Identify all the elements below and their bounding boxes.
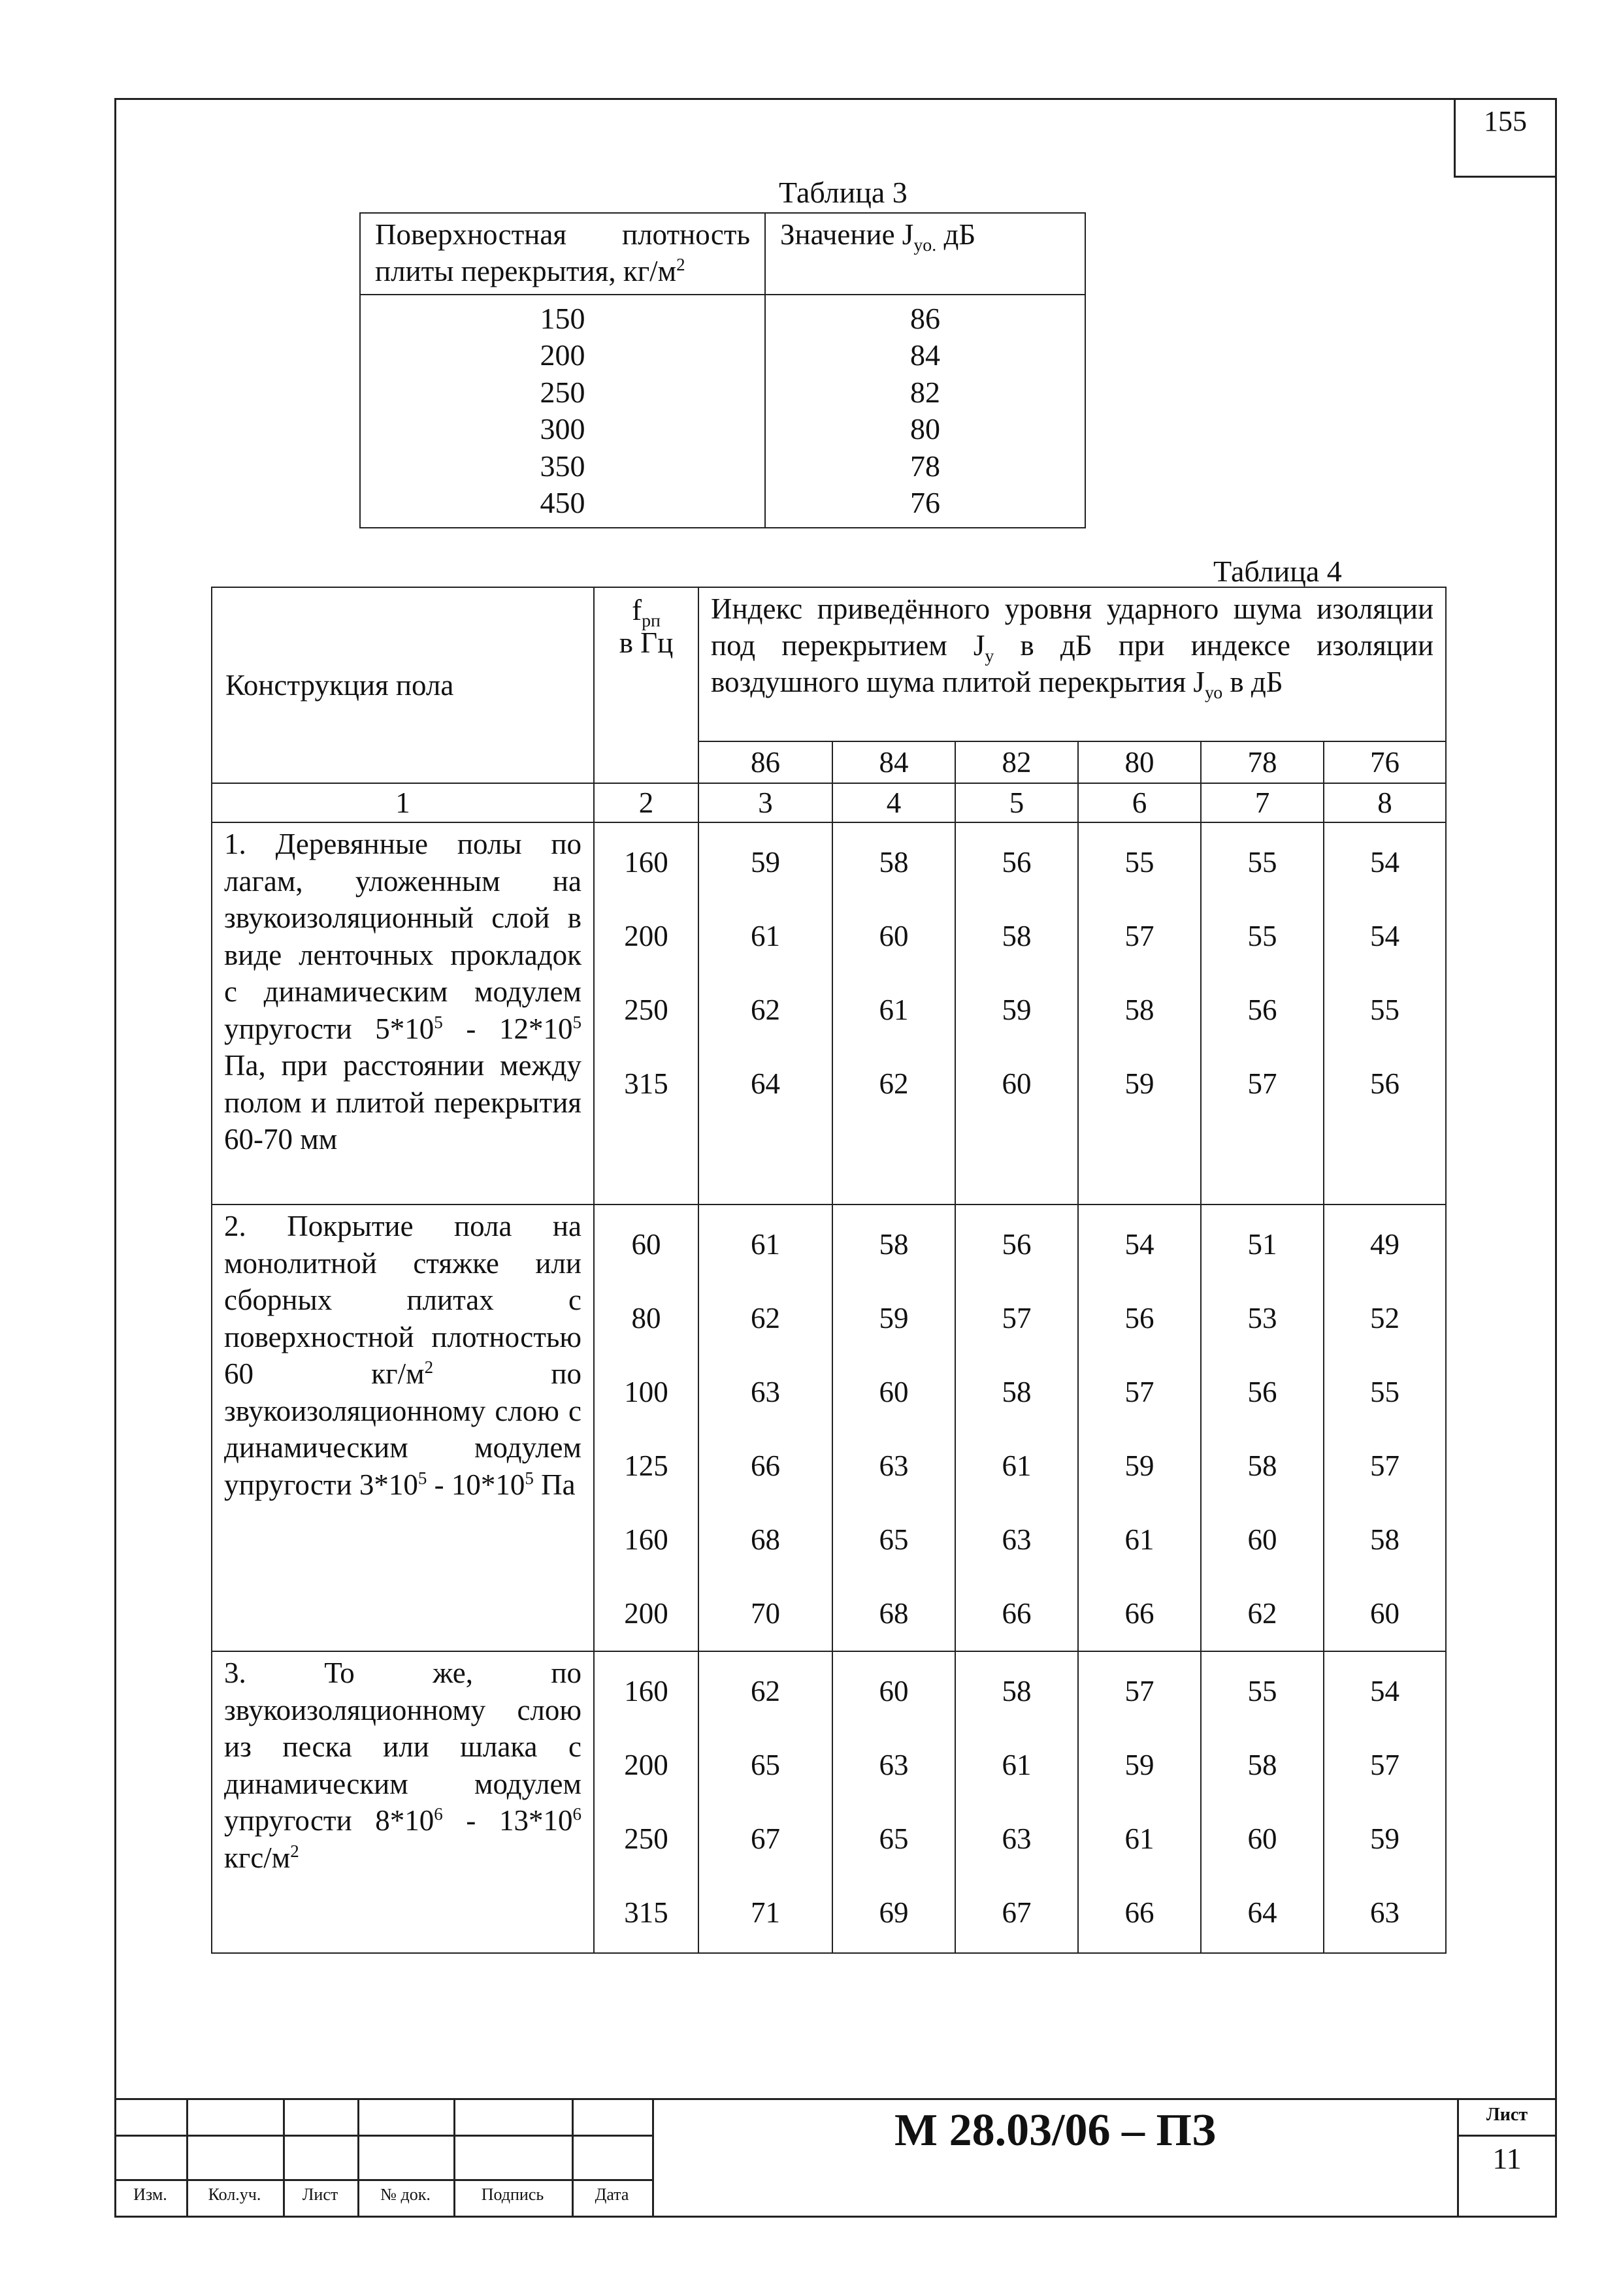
table3: [359, 212, 1086, 528]
table4-value-column: 54 57 59 63: [1324, 1651, 1446, 1953]
table4-jyo-value: 78: [1201, 741, 1324, 783]
table4-value-column: 57 59 61 66: [1078, 1651, 1201, 1953]
table4-jyo-value: 86: [698, 741, 832, 783]
document-code: М 28.03/06 – ПЗ: [894, 2105, 1216, 2156]
sheet-number: 11: [1492, 2142, 1522, 2175]
table3-caption: Таблица 3: [779, 176, 908, 209]
table4-value-column: 55 57 58 59: [1078, 822, 1201, 1205]
title-block-label: Изм.: [133, 2185, 167, 2204]
table4-value-column: 58 60 61 62: [832, 822, 955, 1205]
table4-value-column: 62 65 67 71: [698, 1651, 832, 1953]
table4-column-number: 7: [1201, 783, 1324, 822]
table4-value-column: 56 57 58 61 63 66: [955, 1205, 1078, 1651]
table4-caption: Таблица 4: [1213, 555, 1342, 588]
table4-column-number: 6: [1078, 783, 1201, 822]
table4-value-column: 51 53 56 58 60 62: [1201, 1205, 1324, 1651]
table4: [211, 587, 1447, 1954]
title-block-label: № док.: [380, 2185, 431, 2204]
table4-group-3: [212, 1651, 1446, 1953]
table4-value-column: 56 58 59 60: [955, 822, 1078, 1205]
table4-value-column: 58 59 60 63 65 68: [832, 1205, 955, 1651]
table4-column-number: 1: [212, 783, 594, 822]
table4-column-number: 4: [832, 783, 955, 822]
table4-group-description: 1. Деревянные полы по лагам, уложенным на звукоизоляционный слой в виде ленточных прокладок с динамическим модулем упругости $5*10^5 - 12*10^5$ Па, при расстоянии между полом и плитой перекрытия 60-70 мм: [212, 822, 594, 1205]
title-block-label: Кол.уч.: [208, 2185, 261, 2204]
table3-value-column: 86 84 82 80 78 76: [765, 295, 1085, 528]
table4-jyo-value: 84: [832, 741, 955, 783]
table4-column-number: 3: [698, 783, 832, 822]
table4-value-column: 59 61 62 64: [698, 822, 832, 1205]
table4-column-number: 5: [955, 783, 1078, 822]
table4-group-1: [212, 822, 1446, 1205]
table4-group-description: 3. То же, по звукоизоляционному слою из песка или шлака с динамическим модулем упругости $8*10^6 - 13*10^6$ кгс/$м^2$: [212, 1651, 594, 1953]
table3-header-density: Поверхностная плотность плиты перекрытия, $кг/м^2$: [360, 213, 765, 295]
table4-value-column: 54 54 55 56: [1324, 822, 1446, 1205]
table4-value-column: 60 63 65 69: [832, 1651, 955, 1953]
table4-group-2: [212, 1205, 1446, 1651]
table4-value-column: 55 58 60 64: [1201, 1651, 1324, 1953]
table4-value-column: 55 55 56 57: [1201, 822, 1324, 1205]
table4-value-column: 54 56 57 59 61 66: [1078, 1205, 1201, 1651]
table3-header-value: Значение $J_{yo.}$ дБ: [765, 213, 1085, 295]
table4-jyo-value: 82: [955, 741, 1078, 783]
table4-frequency-column: 160 200 250 315: [594, 822, 698, 1205]
table4-frequency-column: 160 200 250 315: [594, 1651, 698, 1953]
table4-value-column: 58 61 63 67: [955, 1651, 1078, 1953]
table4-frequency-column: 60 80 100 125 160 200: [594, 1205, 698, 1651]
sheet-label: Лист: [1486, 2105, 1528, 2125]
table3-density-column: 150 200 250 300 350 450: [360, 295, 765, 528]
table4-header-frequency: $f_{рп}$ в Гц: [594, 587, 698, 783]
page-number: 155: [1484, 105, 1527, 137]
table4-value-column: 61 62 63 66 68 70: [698, 1205, 832, 1651]
table4-value-column: 49 52 55 57 58 60: [1324, 1205, 1446, 1651]
table4-header-index: Индекс приведённого уровня ударного шума изоляции под перекрытием $J_у$ в дБ при индексе изоляции воздушного шума плитой перекрытия $J_{уо}$ в дБ: [698, 587, 1446, 741]
table4-jyo-value: 76: [1324, 741, 1446, 783]
title-block-label: Подпись: [481, 2185, 544, 2204]
table4-header-construction: Конструкция пола: [212, 587, 594, 783]
table4-column-number: 8: [1324, 783, 1446, 822]
title-block-label: Лист: [302, 2185, 338, 2204]
title-block-label: Дата: [595, 2185, 629, 2204]
table4-column-number: 2: [594, 783, 698, 822]
table4-jyo-value: 80: [1078, 741, 1201, 783]
table4-group-description: 2. Покрытие пола на монолитной стяжке или сборных плитах с поверхностной плотностью 60 $кг/м^2$ по звукоизоляционному слою с динамическим модулем упругости $3*10^5 - 10*10^5$ Па: [212, 1205, 594, 1651]
